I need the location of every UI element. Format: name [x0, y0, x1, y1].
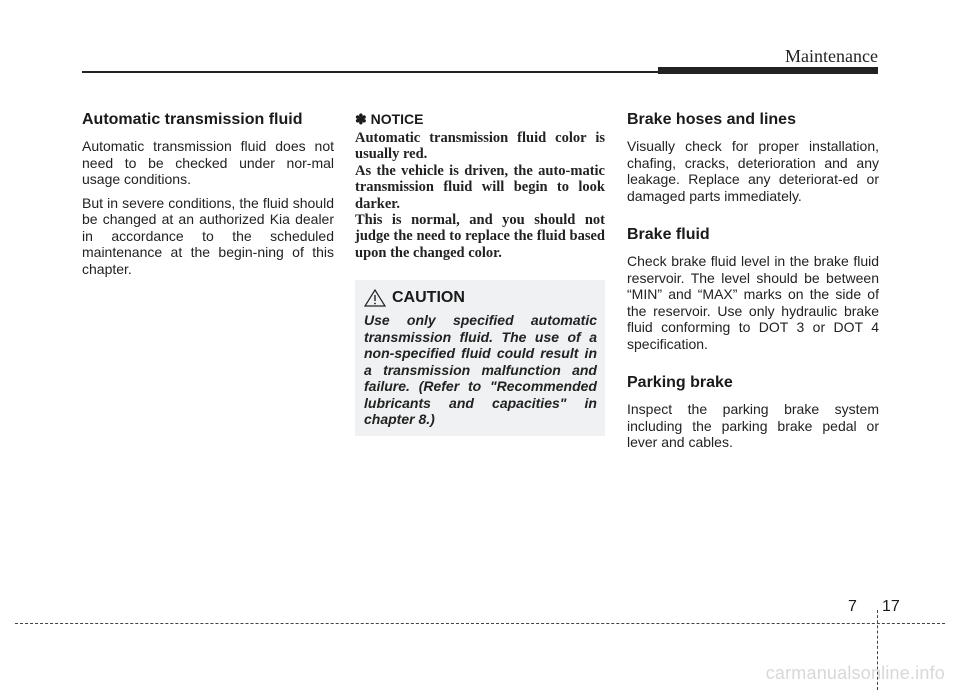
- header-rule-accent: [658, 67, 878, 74]
- footer-rule: [15, 623, 945, 624]
- section-heading-brake-hoses: Brake hoses and lines: [627, 111, 796, 128]
- warning-triangle-icon: [364, 289, 386, 307]
- chapter-number: 7: [848, 598, 857, 615]
- watermark: carmanualsonline.info: [765, 663, 945, 683]
- notice-line: This is normal, and you should not judge the need to replace the fluid based upon the changed color.: [355, 212, 605, 261]
- column-middle: [355, 110, 605, 261]
- page-number: 17: [882, 598, 900, 615]
- spacer: [627, 359, 879, 373]
- paragraph: Check brake fluid level in the brake fluid reservoir. The level should be between “MIN” and “MAX” marks on the side of the reservoir. Use only hydraulic brake fluid conforming to DOT 3 or DOT 4 specification.: [627, 253, 879, 352]
- paragraph: Inspect the parking brake system including the parking brake pedal or lever and cables.: [627, 401, 879, 450]
- paragraph: Visually check for proper installation, chafing, cracks, deterioration and any leakage. Replace any deteriorat-ed or damaged parts immediately.: [627, 138, 879, 204]
- caution-box: [355, 280, 605, 436]
- column-left: [82, 110, 334, 284]
- spacer: [627, 211, 879, 225]
- section-heading-brake-fluid: Brake fluid: [627, 226, 710, 243]
- header-rule: [82, 71, 658, 73]
- notice-line: Automatic transmission fluid color is usually red.: [355, 130, 605, 163]
- caution-label: CAUTION: [392, 289, 465, 306]
- caution-text: Use only specified automatic transmission fluid. The use of a non-specified fluid could result in a transmission malfunction and failure. (Refer to "Recommended lubricants and capacities" in chapter 8.): [364, 312, 597, 427]
- paragraph: Automatic transmission fluid does not need to be checked under nor-mal usage conditions.: [82, 138, 334, 187]
- header-title: Maintenance: [785, 46, 878, 66]
- section-heading-parking-brake: Parking brake: [627, 374, 733, 391]
- caution-header: [364, 288, 597, 308]
- section-heading-automatic-transmission-fluid: Automatic transmission fluid: [82, 111, 303, 128]
- notice-title: ✽ NOTICE: [355, 111, 424, 127]
- notice-line: As the vehicle is driven, the auto-matic transmission fluid will begin to look darker.: [355, 162, 605, 212]
- paragraph: But in severe conditions, the fluid should be changed at an authorized Kia dealer in accordance to the scheduled maintenance at the begin-ning of this chapter.: [82, 194, 334, 277]
- column-right: [627, 110, 879, 458]
